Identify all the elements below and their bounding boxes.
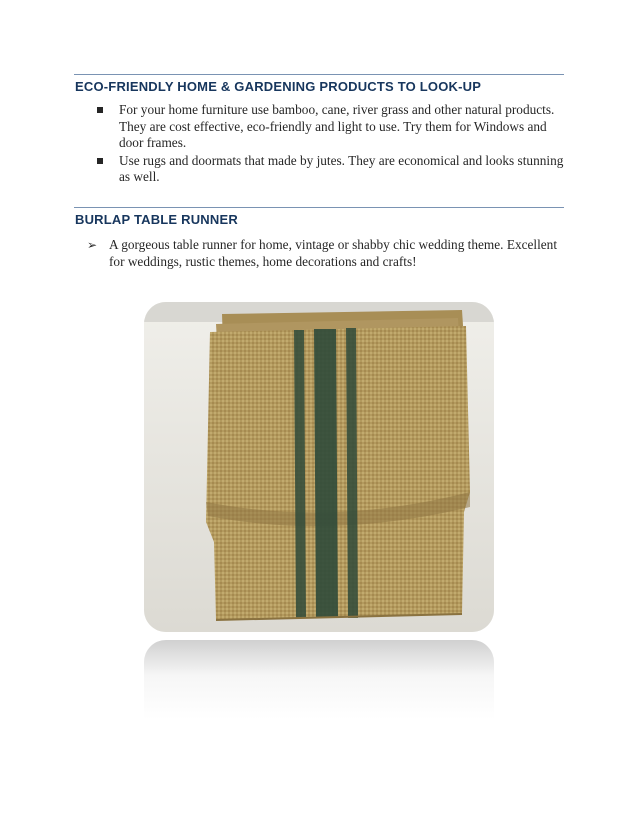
section2-list [87,237,567,270]
list-item-text: Use rugs and doormats that made by jutes. They are economical and looks stunning as well. [119,152,564,184]
arrow-bullet-icon: ➢ [87,238,98,252]
burlap-runner-illustration [144,302,494,632]
list-item [97,153,567,186]
section2-heading: BURLAP TABLE RUNNER [75,212,238,227]
section2-top-rule [74,207,564,208]
photo-reflection [144,640,494,720]
list-item [87,237,567,270]
square-bullet-icon [97,107,103,113]
section1-list [97,102,567,187]
burlap-runner-photo [144,302,494,632]
list-item-text: For your home furniture use bamboo, cane, river grass and other natural products. They are cost effective, eco-friendly and light to use. Try them for Windows and door frames. [119,102,555,150]
list-item-text: A gorgeous table runner for home, vintage or shabby chic wedding theme. Excellent for weddings, rustic themes, home decorations and crafts! [109,237,558,269]
section1-heading: ECO-FRIENDLY HOME & GARDENING PRODUCTS TO LOOK-UP [75,79,482,94]
square-bullet-icon [97,158,103,164]
section1-top-rule [74,74,564,75]
list-item [97,102,567,152]
